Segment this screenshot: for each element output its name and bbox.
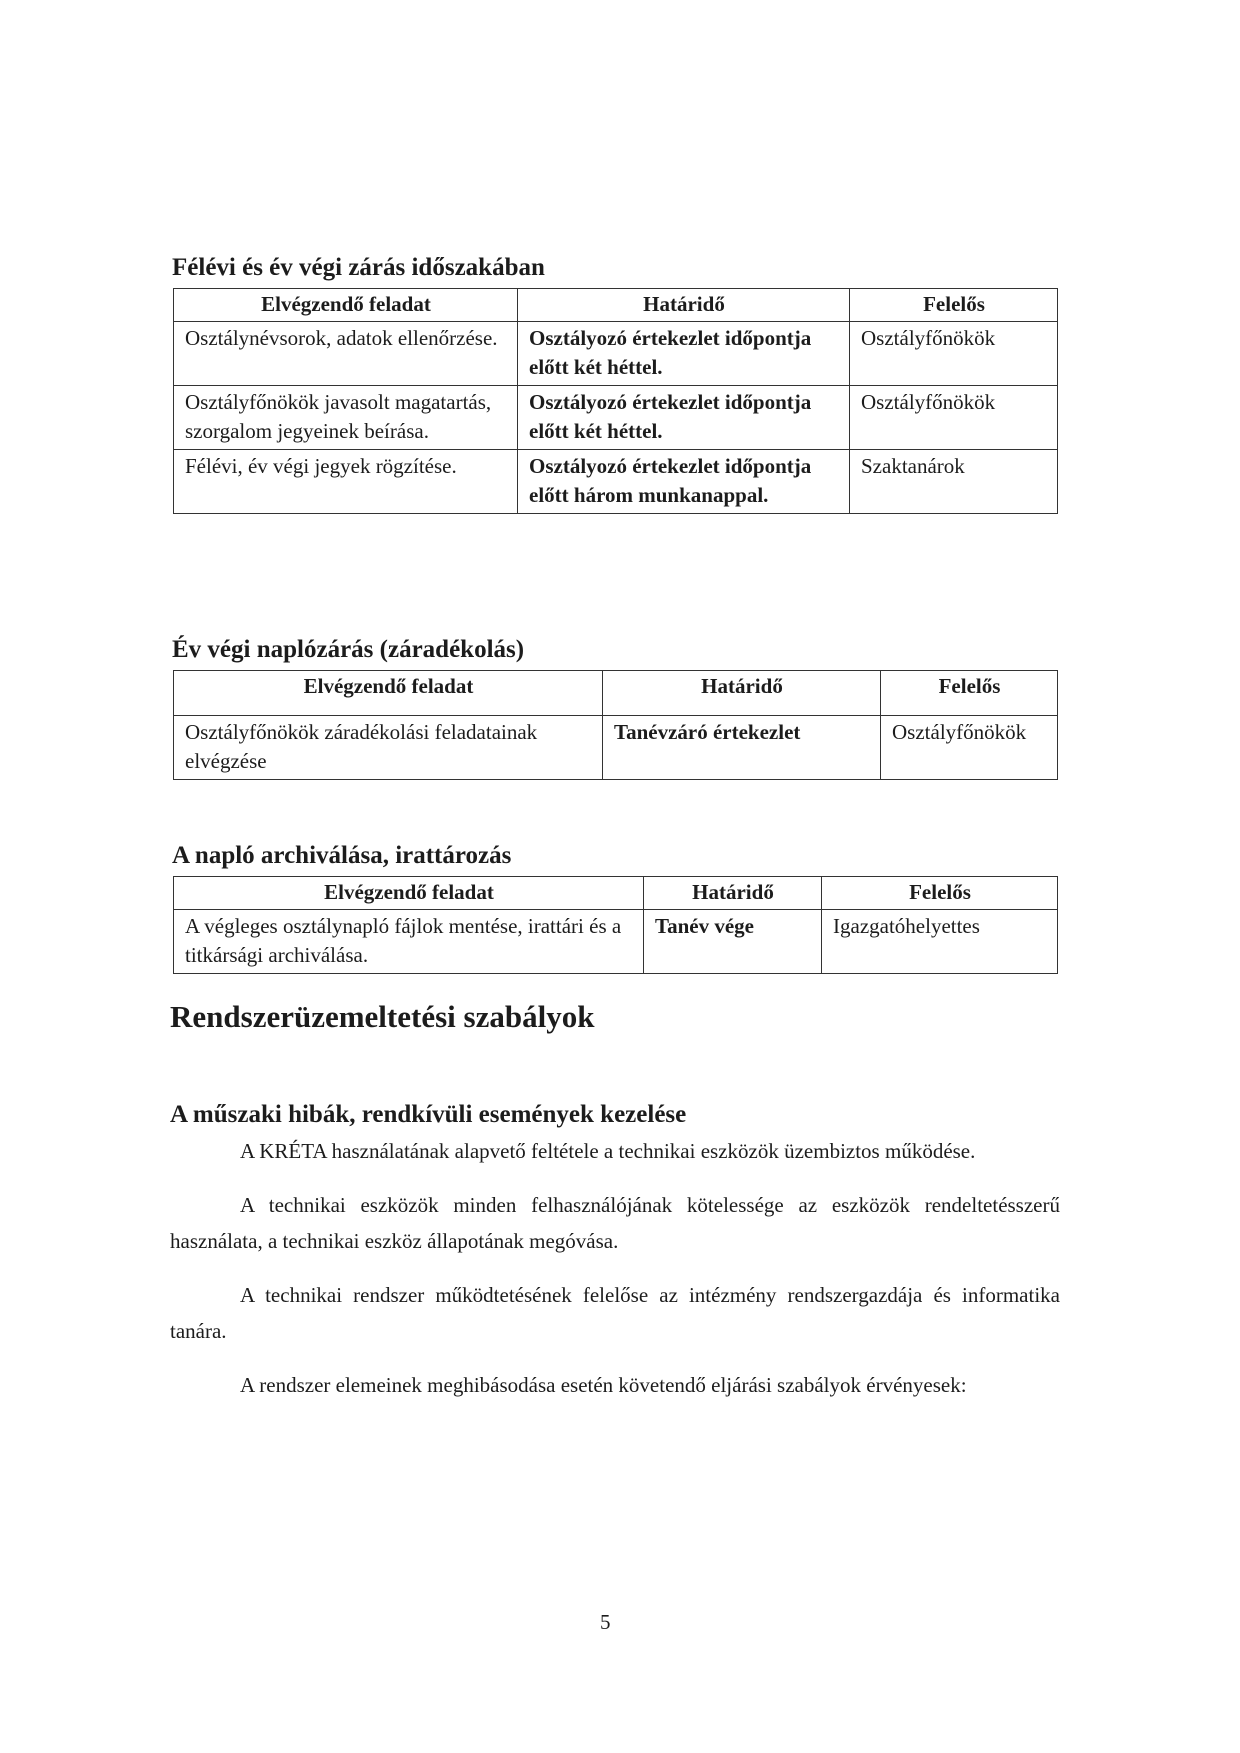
paragraph: A technikai eszközök minden felhasználójának kötelessége az eszközök rendeltetésszerű használata, a technikai eszköz állapotának megóvása.: [170, 1193, 1060, 1253]
section1-title: Félévi és év végi zárás időszakában: [172, 254, 545, 281]
cell-task: Osztályfőnökök javasolt magatartás, szorgalom jegyeinek beírása.: [174, 386, 518, 450]
section2-title: Év végi naplózárás (záradékolás): [172, 636, 525, 663]
cell-task: Félévi, év végi jegyek rögzítése.: [174, 450, 518, 514]
header-task: Elvégzendő feladat: [174, 671, 603, 716]
subheading: A műszaki hibák, rendkívüli események kezelése: [170, 1101, 687, 1128]
cell-task: Osztálynévsorok, adatok ellenőrzése.: [174, 322, 518, 386]
header-responsible: Felelős: [822, 877, 1058, 910]
cell-responsible: Osztályfőnökök: [881, 716, 1058, 780]
section3-title: A napló archiválása, irattározás: [172, 842, 512, 869]
table-row: [174, 322, 1058, 386]
header-responsible: Felelős: [881, 671, 1058, 716]
cell-deadline: Tanév vége: [644, 910, 822, 974]
header-deadline: Határidő: [518, 289, 850, 322]
table-row: [174, 386, 1058, 450]
cell-responsible: Osztályfőnökök: [850, 386, 1058, 450]
paragraph: A technikai rendszer működtetésének felelőse az intézmény rendszergazdája és informatika tanára.: [170, 1283, 1060, 1343]
paragraph: A rendszer elemeinek meghibásodása esetén követendő eljárási szabályok érvényesek:: [240, 1373, 967, 1397]
cell-deadline: Osztályozó értekezlet időpontja előtt két héttel.: [518, 322, 850, 386]
section2-table: [173, 670, 1058, 780]
page-number: 5: [600, 1610, 611, 1634]
cell-responsible: Igazgatóhelyettes: [822, 910, 1058, 974]
table-row: [174, 910, 1058, 974]
table-header-row: [174, 289, 1058, 322]
table-header-row: [174, 877, 1058, 910]
main-heading: Rendszerüzemeltetési szabályok: [170, 999, 595, 1034]
cell-deadline: Osztályozó értekezlet időpontja előtt három munkanappal.: [518, 450, 850, 514]
cell-task: A végleges osztálynapló fájlok mentése, irattári és a titkársági archiválása.: [174, 910, 644, 974]
cell-task: Osztályfőnökök záradékolási feladatainak elvégzése: [174, 716, 603, 780]
cell-deadline: Tanévzáró értekezlet: [603, 716, 881, 780]
header-deadline: Határidő: [603, 671, 881, 716]
table-row: [174, 716, 1058, 780]
cell-responsible: Osztályfőnökök: [850, 322, 1058, 386]
table-header-row: [174, 671, 1058, 716]
cell-responsible: Szaktanárok: [850, 450, 1058, 514]
paragraph: A KRÉTA használatának alapvető feltétele a technikai eszközök üzembiztos működése.: [240, 1139, 976, 1163]
cell-deadline: Osztályozó értekezlet időpontja előtt két héttel.: [518, 386, 850, 450]
header-responsible: Felelős: [850, 289, 1058, 322]
header-deadline: Határidő: [644, 877, 822, 910]
table-row: [174, 450, 1058, 514]
header-task: Elvégzendő feladat: [174, 289, 518, 322]
section3-table: [173, 876, 1058, 974]
header-task: Elvégzendő feladat: [174, 877, 644, 910]
section1-table: [173, 288, 1058, 514]
